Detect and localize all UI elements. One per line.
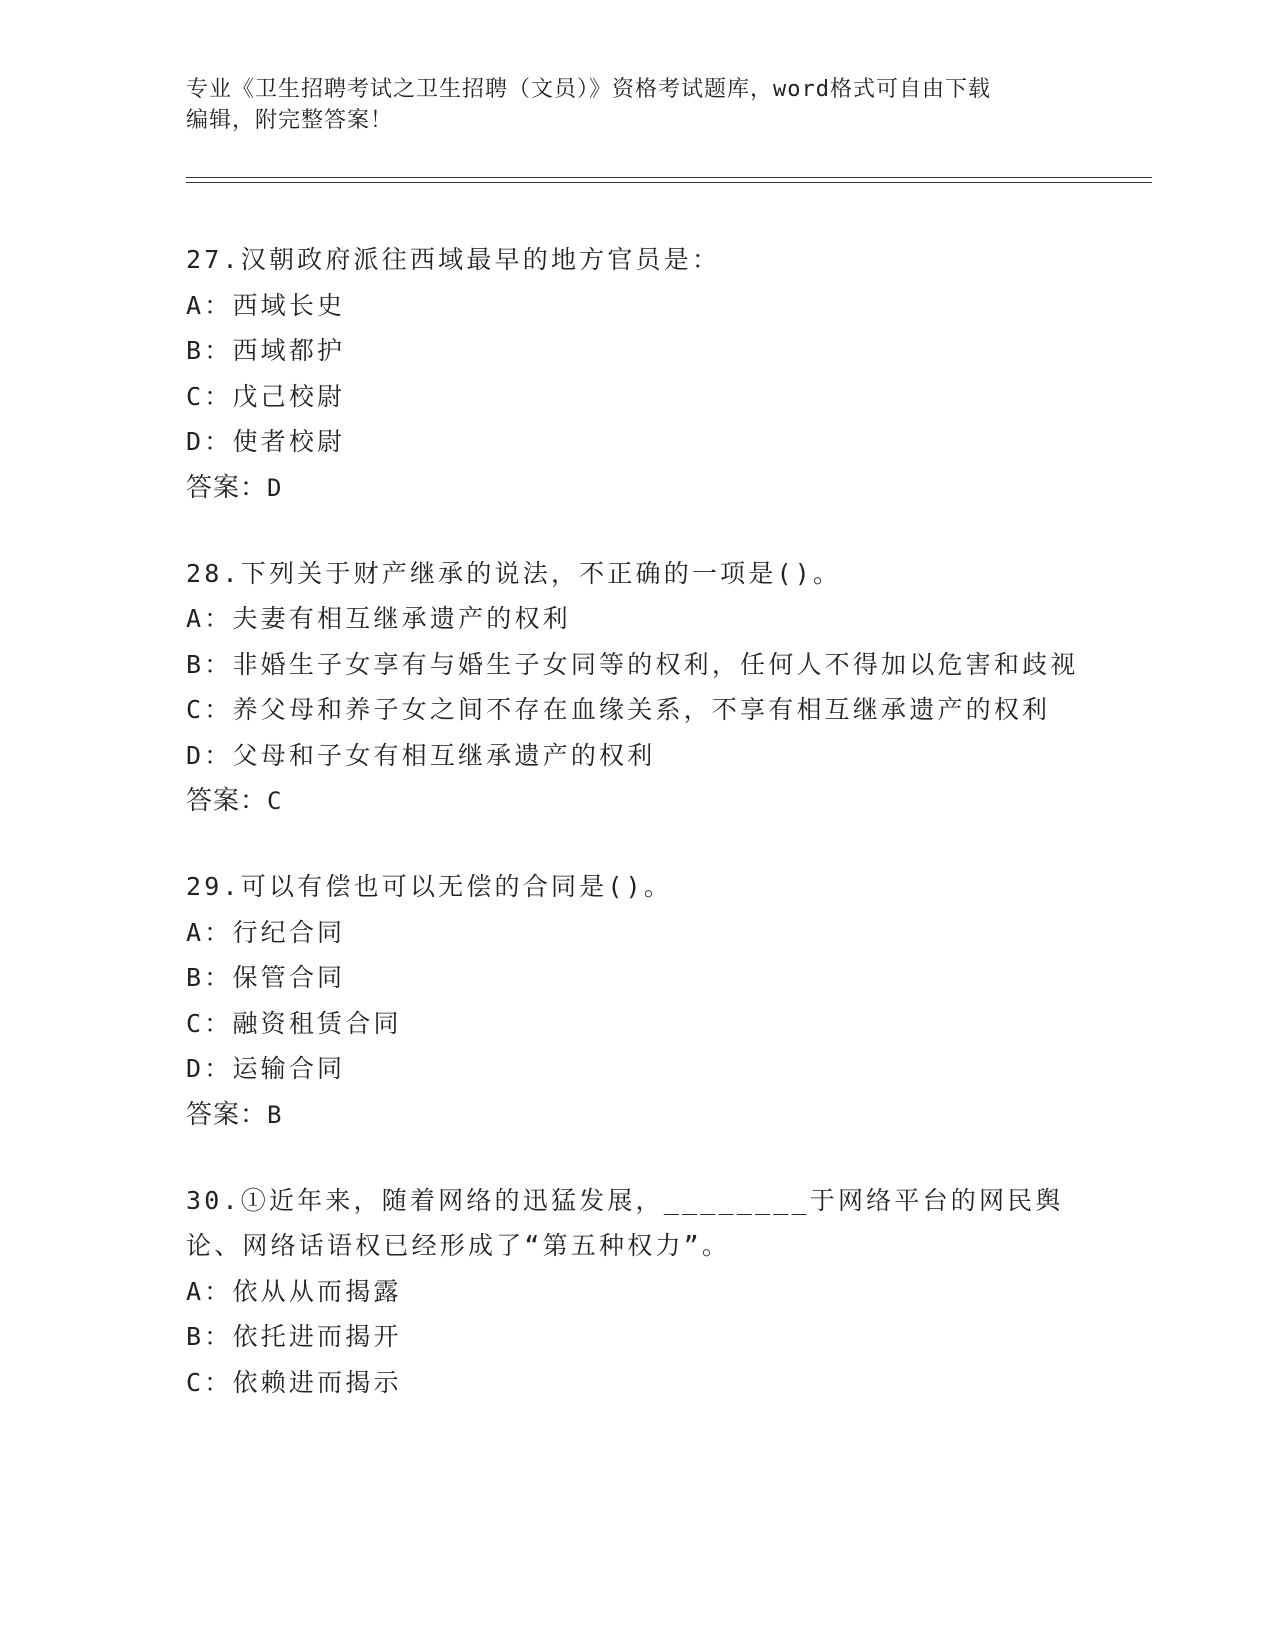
question-stem: 28.下列关于财产继承的说法，不正确的一项是()。	[186, 558, 842, 588]
question-stem: 27.汉朝政府派往西域最早的地方官员是：	[186, 245, 721, 274]
question-stem: 30.①近年来，随着网络的迅猛发展，________于网络平台的网民舆论、网络话语权已经形成了“第五种权力”。	[186, 1185, 1064, 1260]
option-a: A：行纪合同	[186, 917, 346, 947]
answer-label: 答案：	[186, 472, 268, 503]
answer-value: C	[267, 787, 283, 815]
option-c: C：戊己校尉	[186, 381, 346, 411]
option-b: B：非婚生子女享有与婚生子女同等的权利，任何人不得加以危害和歧视	[186, 649, 1079, 679]
answer-line	[186, 778, 1086, 824]
option-c: C：依赖进而揭示	[186, 1367, 402, 1397]
option-a: A：西域长史	[186, 290, 346, 320]
option-b: B：依托进而揭开	[186, 1322, 402, 1351]
question-28	[186, 551, 1086, 825]
question-30	[186, 1178, 1086, 1406]
answer-label: 答案：	[186, 1099, 268, 1130]
header-line-1: 专业《卫生招聘考试之卫生招聘（文员）》资格考试题库，word格式可自由下载	[186, 77, 991, 102]
answer-label: 答案：	[186, 786, 268, 816]
question-stem: 29.可以有偿也可以无偿的合同是()。	[186, 872, 673, 901]
question-list	[186, 237, 1086, 1445]
answer-line	[186, 465, 1086, 511]
option-b: B：保管合同	[186, 963, 346, 992]
question-29	[186, 864, 1086, 1138]
option-c: C：养父母和养子女之间不存在血缘关系，不享有相互继承遗产的权利	[186, 695, 1051, 724]
option-c: C：融资租赁合同	[186, 1008, 402, 1038]
answer-value: B	[267, 1100, 283, 1129]
header-line-2: 编辑，附完整答案！	[186, 108, 394, 133]
option-d: D：运输合同	[186, 1054, 346, 1083]
option-a: A：夫妻有相互继承遗产的权利	[186, 604, 571, 633]
option-b: B：西域都护	[186, 336, 346, 365]
option-a: A：依从从而揭露	[186, 1276, 402, 1306]
header-divider-top	[186, 177, 1152, 178]
answer-line	[186, 1092, 1086, 1138]
document-header	[186, 74, 1086, 136]
option-d: D：父母和子女有相互继承遗产的权利	[186, 740, 656, 770]
option-d: D：使者校尉	[186, 427, 346, 456]
header-divider-bottom	[186, 182, 1152, 183]
question-27	[186, 237, 1086, 511]
answer-value: D	[267, 473, 283, 502]
